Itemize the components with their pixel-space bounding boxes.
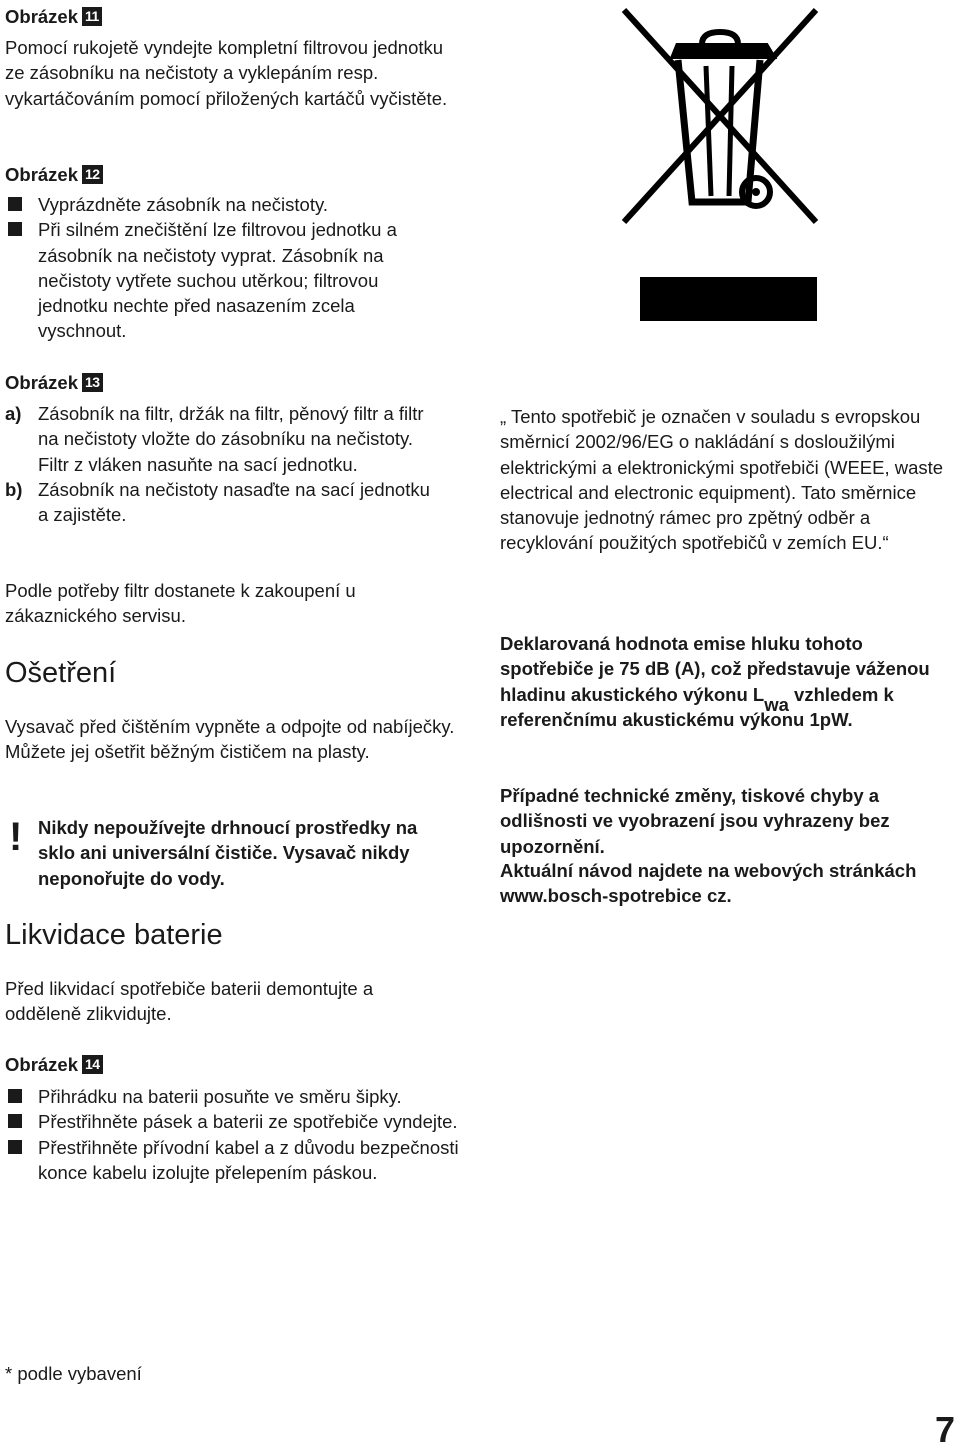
- square-bullet-icon: [8, 197, 22, 211]
- square-bullet-icon: [8, 1114, 22, 1128]
- list-item: [5, 1084, 470, 1109]
- list-item: [5, 1135, 470, 1186]
- list-item-text: Přihrádku na baterii posuňte ve směru šipky.: [38, 1086, 402, 1107]
- step-marker: a): [5, 403, 22, 424]
- warning-exclamation-icon: !: [9, 815, 23, 859]
- care-text: Vysavač před čištěním vypněte a odpojte od nabíječky. Můžete jej ošetřit běžným čističem na plasty.: [5, 716, 455, 763]
- care-heading: Ošetření: [5, 657, 117, 689]
- weee-text: „ Tento spotřebič je označen v souladu s evropskou směrnicí 2002/96/EG o nakládání s dosloužilými elektrickými a elektronickými spotřebiči (WEEE, waste electrical and electronic equipment). Tato směrnice stanovuje jednotný rámec pro zpětný odběr a recyklování použitých spotřebičů v zemích EU.“: [500, 406, 944, 554]
- noise-tail-text: vzhledem k referenčnímu akustickému výkonu 1pW.: [500, 683, 894, 730]
- fig13-number-badge: 13: [82, 373, 103, 392]
- fig12-title: [5, 162, 103, 187]
- fig14-list: [5, 1084, 470, 1185]
- step-marker: b): [5, 478, 23, 500]
- battery-text: Před likvidací spotřebiče baterii demontujte a odděleně zlikvidujte.: [5, 978, 374, 1025]
- step-text: Zásobník na nečistoty nasaďte na sací jednotku a zajistěte.: [38, 478, 430, 526]
- fig13-steps: [5, 401, 435, 527]
- list-item-text: Přestřihněte přívodní kabel a z důvodu bezpečnosti konce kabelu izolujte přelepením páskou.: [38, 1136, 459, 1183]
- step-item: [5, 401, 435, 477]
- fig14-number-badge: 14: [82, 1055, 103, 1074]
- weee-black-bar: [640, 277, 817, 321]
- noise-main-text: Deklarovaná hodnota emise hluku tohoto spotřebiče je 75 dB (A), což představuje váženou hladinu akustického výkonu L: [500, 633, 930, 705]
- list-item-text: Vyprázdněte zásobník na nečistoty.: [38, 194, 329, 215]
- fig11-title: [5, 4, 102, 29]
- fig12-label: Obrázek: [5, 164, 79, 185]
- warning-block: [5, 815, 450, 891]
- fig11-number-badge: 11: [82, 7, 102, 26]
- fig14-label: Obrázek: [5, 1054, 79, 1075]
- square-bullet-icon: [8, 1140, 22, 1154]
- square-bullet-icon: [8, 1089, 22, 1103]
- page-number: 7: [935, 1409, 956, 1450]
- fig12-list: [5, 192, 435, 344]
- manual-notice: Aktuální návod najdete na webových stránkách www.bosch-spotrebice cz.: [500, 860, 917, 907]
- fig11-text: Pomocí rukojetě vyndejte kompletní filtrovou jednotku ze zásobníku na nečistoty a vyklepáním resp. vykartáčováním pomocí přiložených kartáčů vyčistěte.: [5, 37, 448, 109]
- noise-subscript: wa: [764, 693, 789, 715]
- list-item-text: Přestřihněte pásek a baterii ze spotřebiče vyndejte.: [38, 1111, 458, 1133]
- weee-symbol: [620, 8, 820, 228]
- crossed-out-wheelie-bin-icon: [620, 8, 820, 228]
- list-item: [5, 217, 435, 343]
- list-item-text: Při silném znečištění lze filtrovou jednotku a zásobník na nečistoty vyprat. Zásobník na nečistoty vytřete suchou utěrkou; filtrovou jednotku nechte před nasazením zcela vyschnout.: [38, 219, 397, 342]
- fig14-title: [5, 1052, 103, 1077]
- battery-heading: Likvidace baterie: [5, 919, 223, 951]
- fig12-number-badge: 12: [82, 165, 103, 184]
- warning-text: Nikdy nepoužívejte drhnoucí prostředky na sklo ani universální čističe. Vysavač nikdy neponořujte do vody.: [38, 817, 418, 889]
- list-item: [5, 192, 435, 217]
- noise-declaration: [500, 631, 940, 732]
- fig11-label: Obrázek: [5, 6, 79, 27]
- fig13-label: Obrázek: [5, 372, 79, 393]
- footnote: * podle vybavení: [5, 1363, 142, 1384]
- fig13-title: [5, 370, 103, 395]
- list-item: [5, 1109, 470, 1134]
- square-bullet-icon: [8, 222, 22, 236]
- step-text: Zásobník na filtr, držák na filtr, pěnový filtr a filtr na nečistoty vložte do zásobníku na nečistoty. Filtr z vláken nasuňte na sací jednotku.: [38, 403, 424, 475]
- step-item: [5, 477, 435, 528]
- changes-notice: Případné technické změny, tiskové chyby a odlišnosti ve vyobrazení jsou vyhrazeny bez upozornění.: [500, 785, 890, 857]
- fig13-note: Podle potřeby filtr dostanete k zakoupení u zákaznického servisu.: [5, 580, 356, 627]
